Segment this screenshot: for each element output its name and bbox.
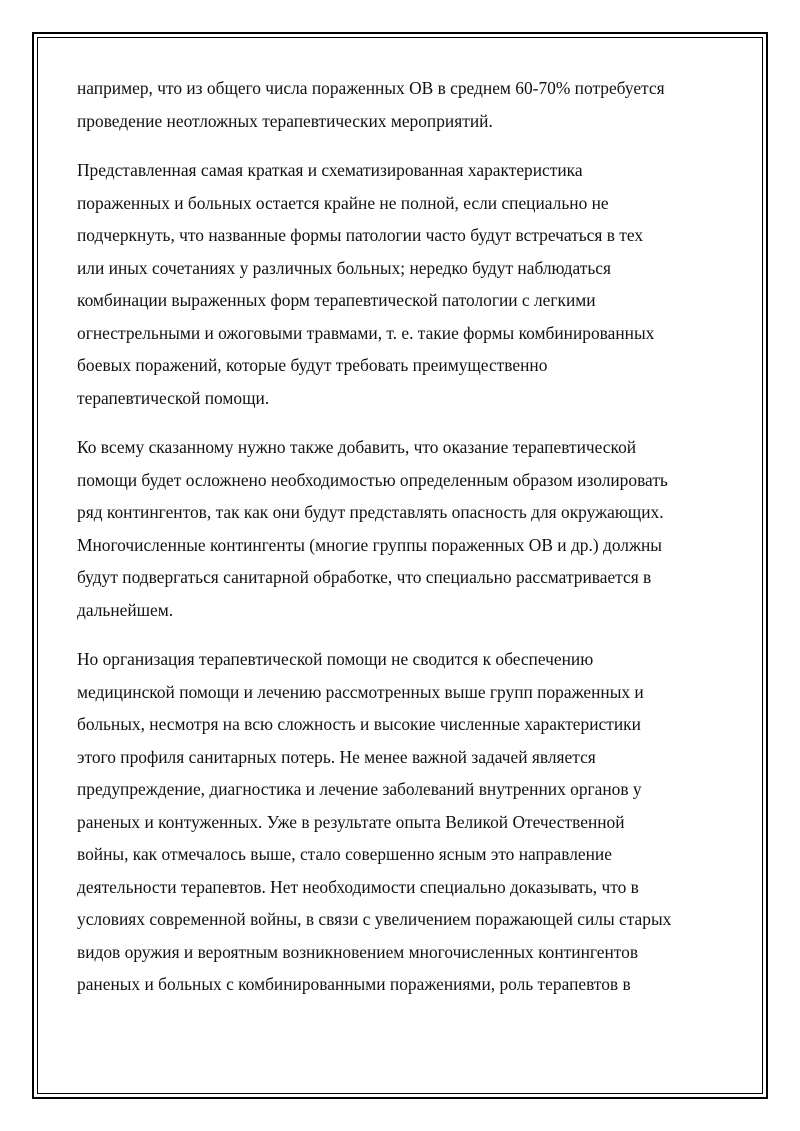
text-line: Представленная самая краткая и схематизированная характеристика	[77, 160, 583, 180]
document-body	[77, 72, 725, 1018]
text-line: больных, несмотря на всю сложность и высокие численные характеристики	[77, 714, 641, 734]
paragraph-1	[77, 72, 725, 137]
text-line: войны, как отмечалось выше, стало совершенно ясным это направление	[77, 844, 612, 864]
text-line: пораженных и больных остается крайне не полной, если специально не	[77, 192, 609, 213]
text-line: помощи будет осложнено необходимостью определенным образом изолировать	[77, 469, 668, 490]
text-line: Но организация терапевтической помощи не сводится к обеспечению	[77, 649, 594, 669]
text-line: комбинации выраженных форм терапевтической патологии с легкими	[77, 290, 596, 310]
text-line: дальнейшем.	[77, 599, 174, 620]
text-line: этого профиля санитарных потерь. Не менее важной задачей является	[77, 746, 596, 767]
text-line: раненых и контуженных. Уже в результате опыта Великой Отечественной	[77, 811, 625, 832]
text-line: видов оружия и вероятным возникновением многочисленных контингентов	[77, 941, 639, 962]
text-line: медицинской помощи и лечению рассмотренных выше групп пораженных и	[77, 681, 644, 702]
paragraph-3	[77, 431, 725, 626]
text-line: боевых поражений, которые будут требовать преимущественно	[77, 355, 548, 375]
text-line: терапевтической помощи.	[77, 387, 270, 408]
paragraph-4	[77, 643, 725, 1001]
text-line: например, что из общего числа пораженных ОВ в среднем 60-70% потребуется	[77, 78, 665, 98]
text-line: или иных сочетаниях у различных больных; нередко будут наблюдаться	[77, 257, 612, 278]
text-line: проведение неотложных терапевтических мероприятий.	[77, 110, 493, 131]
text-line: Ко всему сказанному нужно также добавить, что оказание терапевтической	[77, 437, 637, 457]
text-line: деятельности терапевтов. Нет необходимости специально доказывать, что в	[77, 876, 639, 897]
text-line: предупреждение, диагностика и лечение заболеваний внутренних органов у	[77, 779, 642, 799]
text-line: Многочисленные контингенты (многие группы пораженных ОВ и др.) должны	[77, 534, 662, 555]
text-line: раненых и больных с комбинированными поражениями, роль терапевтов в	[77, 974, 631, 994]
text-line: ряд контингентов, так как они будут представлять опасность для окружающих.	[77, 502, 664, 522]
text-line: подчеркнуть, что названные формы патологии часто будут встречаться в тех	[77, 225, 644, 245]
text-line: будут подвергаться санитарной обработке, что специально рассматривается в	[77, 567, 652, 587]
text-line: огнестрельными и ожоговыми травмами, т. е. такие формы комбинированных	[77, 322, 655, 343]
paragraph-2	[77, 154, 725, 414]
text-line: условиях современной войны, в связи с увеличением поражающей силы старых	[77, 909, 672, 929]
